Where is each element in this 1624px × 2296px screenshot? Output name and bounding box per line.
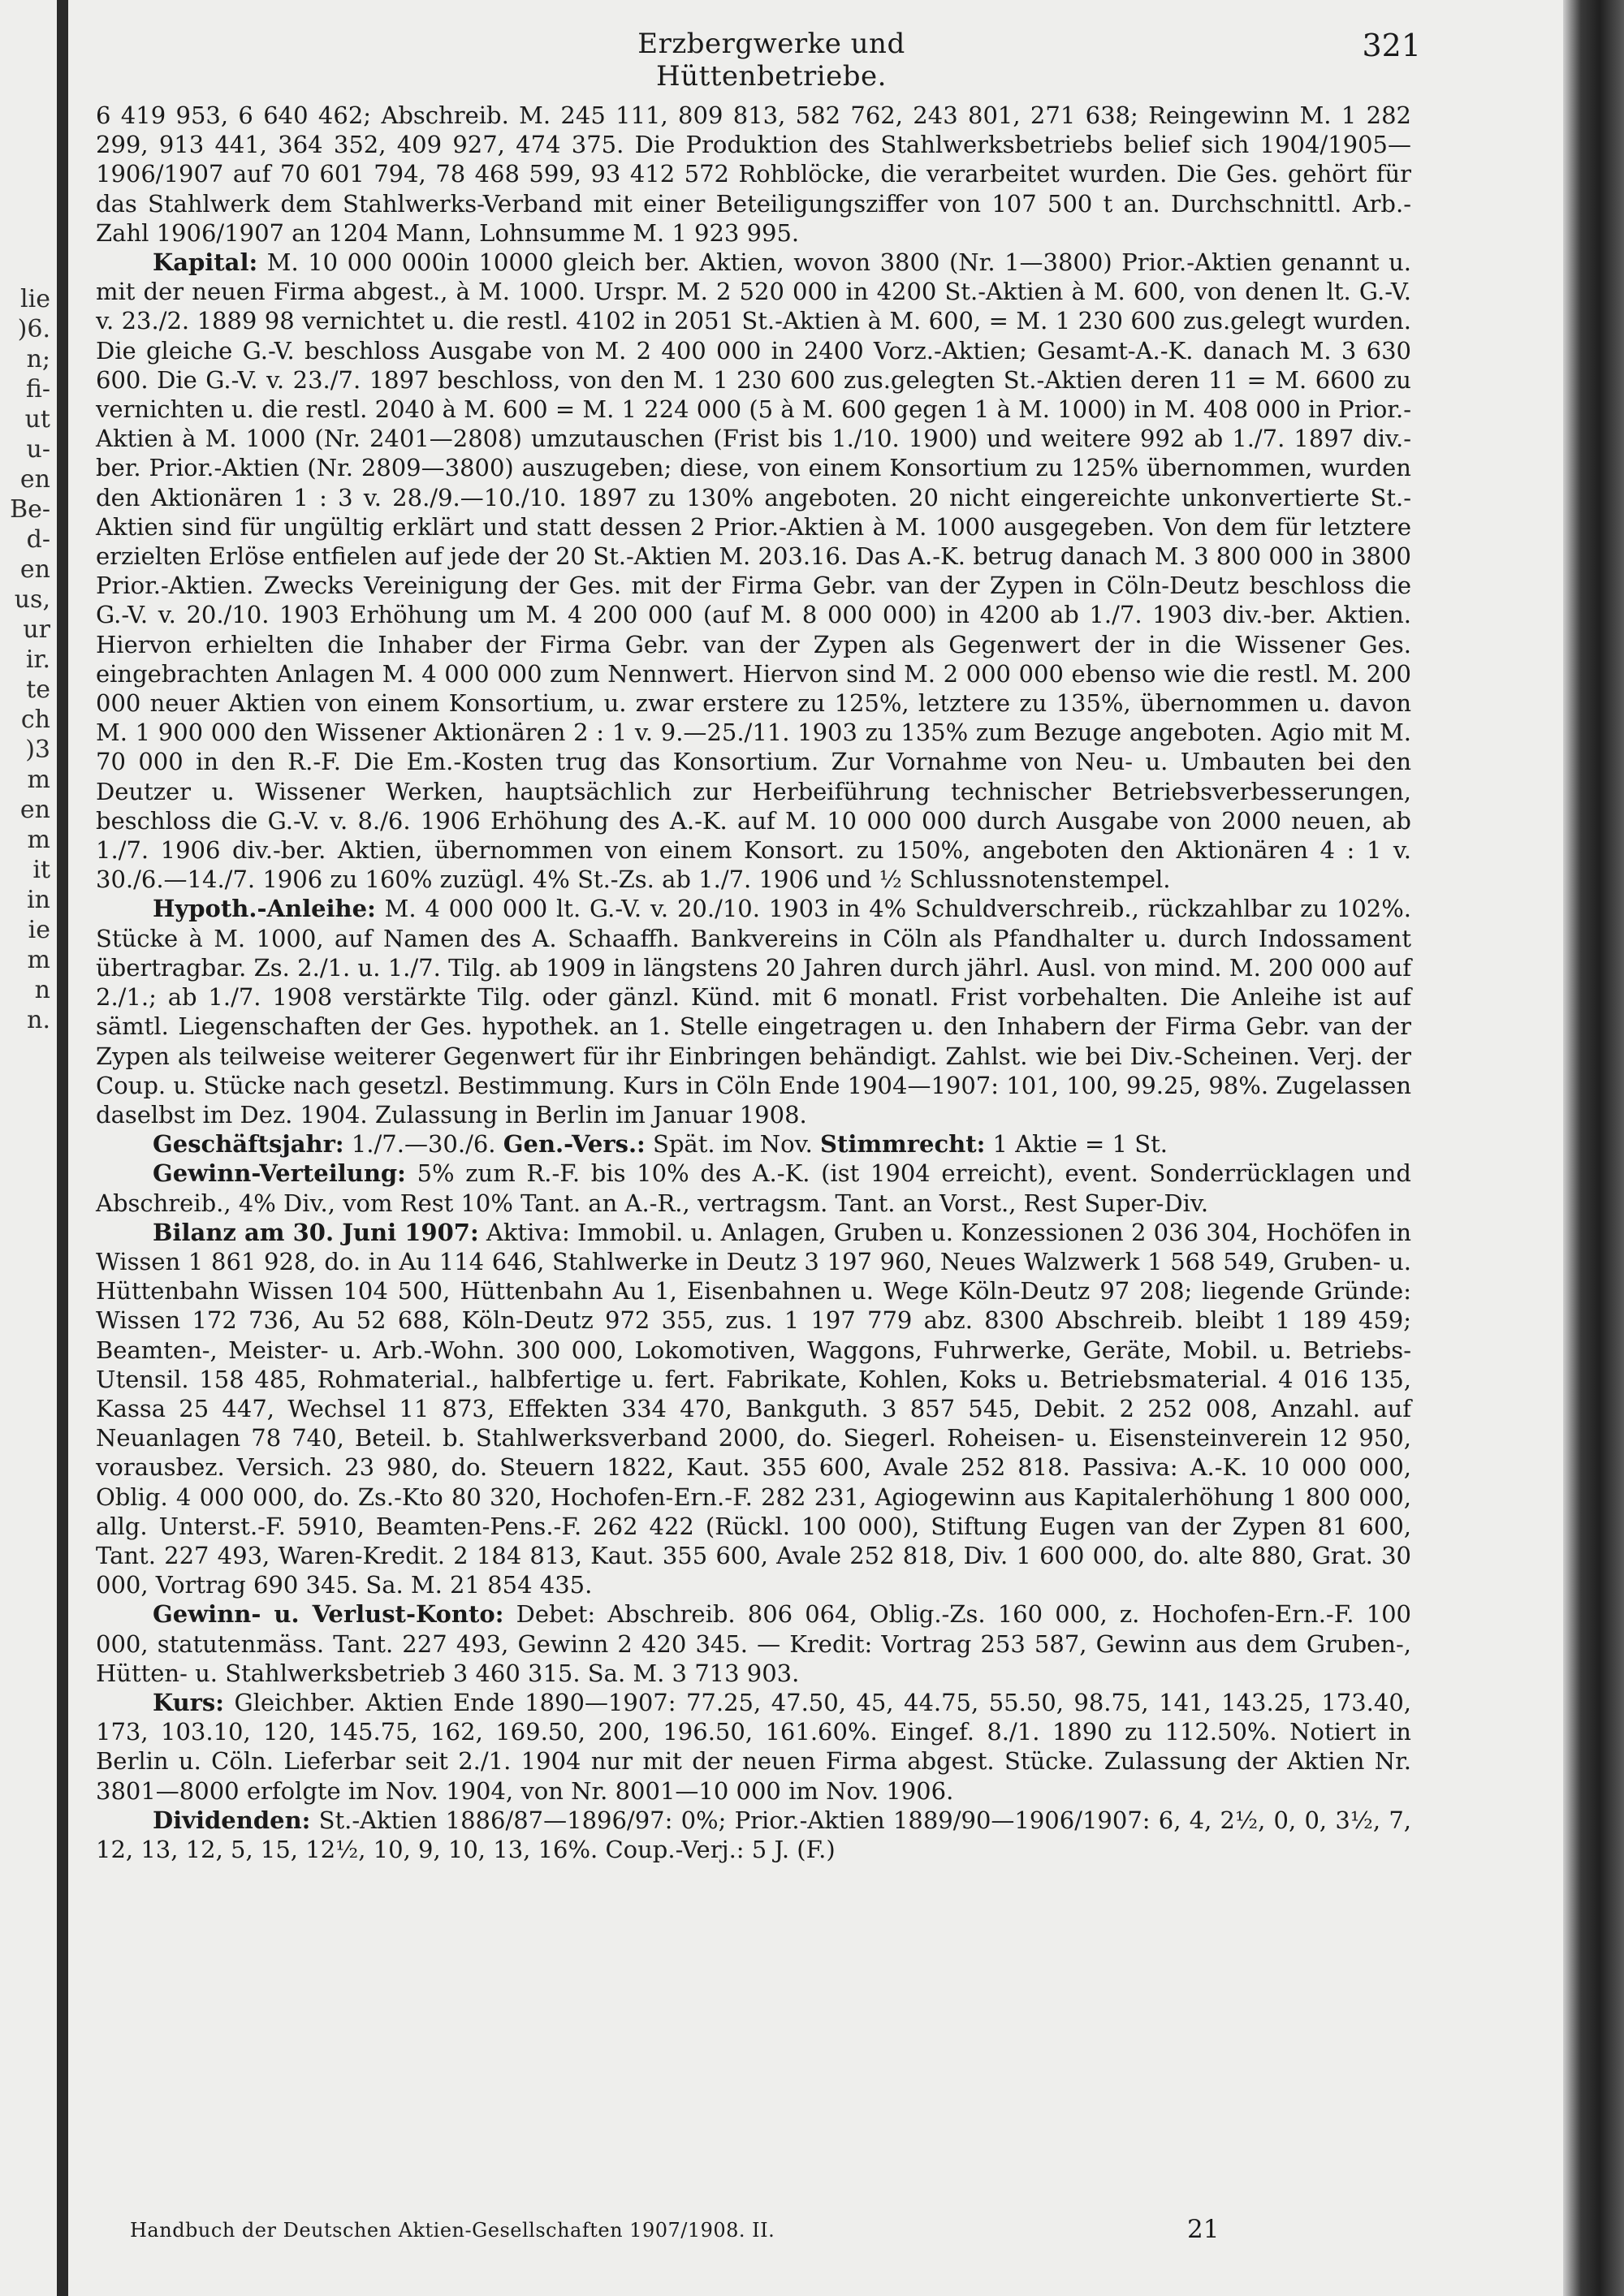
section-label: Gewinn- u. Verlust-Konto: (153, 1600, 504, 1629)
margin-fragment: n. (27, 1006, 50, 1034)
section-geschaeftsjahr (96, 1129, 1411, 1159)
margin-fragment: )3 (25, 736, 50, 764)
section-hypothek-anleihe (96, 894, 1411, 1129)
left-binding-shadow (57, 0, 68, 2296)
running-head: Erzbergwerke und Hüttenbetriebe. (637, 28, 905, 93)
paragraph-text: St.-Aktien 1886/87—1896/97: 0%; Prior.-Aktien 1889/90—1906/1907: 6, 4, 2½, 0, 0, 3½, 7, 12, 13, 12, 5, 15, 12½, 10, 9, 10, 13, 16%. Coup.-Verj.: 5 J. (F.) (96, 1806, 1412, 1863)
intro-paragraph (96, 101, 1411, 248)
section-gewinn-verteilung (96, 1159, 1411, 1217)
section-label: Bilanz am 30. Juni 1907: (153, 1218, 479, 1246)
section-kapital (96, 248, 1411, 894)
margin-fragment: ut (24, 405, 50, 434)
section-label: Gewinn-Verteilung: (153, 1159, 406, 1188)
paragraph-text: 6 419 953, 6 640 462; Abschreib. M. 245 111, 809 813, 582 762, 243 801, 271 638; Reingewinn M. 1 282 299, 913 441, 364 352, 409 927, 474 375. Die Produktion des Stahlwerksbetriebs belief sich 1904/1905—1906/1907 auf 70 601 794, 78 468 599, 93 412 572 Rohblöcke, die verarbeitet wurden. Die Ges. gehört für das Stahlwerk dem Stahlwerks-Verband mit einer Beteiligungsziffer von 107 500 t an. Durchschnittl. Arb.-Zahl 1906/1907 an 1204 Mann, Lohnsumme M. 1 923 995. (96, 101, 1411, 247)
paragraph-text: 1./7.—30./6. (351, 1130, 496, 1159)
section-label: Geschäftsjahr: (153, 1130, 344, 1159)
page-number: 321 (1362, 28, 1421, 63)
paragraph-text: 5% zum R.-F. bis 10% des A.-K. (ist 1904 erreicht), event. Sonderrücklagen und Abschreib., 4% Div., vom Rest 10% Tant. an A.-R., vertragsm. Tant. an Vorst., Rest Super-Div. (96, 1159, 1411, 1217)
margin-fragment: n (34, 976, 50, 1004)
section-label: Gen.-Vers.: (503, 1130, 646, 1159)
paragraph-text: Gleichber. Aktien Ende 1890—1907: 77.25, 47.50, 45, 44.75, 55.50, 98.75, 141, 143.25, 173.40, 173, 103.10, 120, 145.75, 162, 169.50, 200, 196.50, 161.60%. Eingef. 8./1. 1890 zu 112.50%. Notiert in Berlin u. Cöln. Lieferbar seit 2./1. 1904 nur mit der neuen Firma abgest. Stücke. Zulassung der Aktien Nr. 3801—8000 erfolgte im Nov. 1904, von Nr. 8001—10 000 im Nov. 1906. (96, 1688, 1412, 1805)
margin-fragment: d- (26, 525, 50, 554)
margin-fragment: ie (28, 916, 50, 944)
paragraph-text: Aktiva: Immobil. u. Anlagen, Gruben u. Konzessionen 2 036 304, Hochöfen in Wissen 1 861 928, do. in Au 114 646, Stahlwerke in Deutz 3 197 960, Neues Walzwerk 1 568 549, Gruben- u. Hüttenbahn Wissen 104 500, Hüttenbahn Au 1, Eisenbahnen u. Wege Köln-Deutz 97 208; liegende Gründe: Wissen 172 736, Au 52 688, Köln-Deutz 972 355, zus. 1 197 779 abz. 8300 Abschreib. bleibt 1 189 459; Beamten-, Meister- u. Arb.-Wohn. 300 000, Lokomotiven, Waggons, Fuhrwerke, Geräte, Mobil. u. Betriebs-Utensil. 158 485, Rohmaterial., halbfertige u. fert. Fabrikate, Kohlen, Koks u. Betriebsmaterial. 4 016 135, Kassa 25 447, Wechsel 11 873, Effekten 334 470, Bankguth. 3 857 545, Debit. 2 252 008, Anzahl. auf Neuanlagen 78 740, Beteil. b. Stahlwerksverband 2000, do. Siegerl. Roheisen- u. Eisensteinverein 12 950, vorausbez. Versich. 23 980, do. Steuern 1822, Kaut. 355 600, Avale 252 818. Passiva: A.-K. 10 000 000, Oblig. 4 000 000, do. Zs.-Kto 80 320, Hochofen-Ern.-F. 282 231, Agiogewinn aus Kapitalerhöhung 1 800 000, allg. Unterst.-F. 5910, Beamten-Pens.-F. 262 422 (Rückl. 100 000), Stiftung Eugen van der Zypen 81 600, Tant. 227 493, Waren-Kredit. 2 184 813, Kaut. 355 600, Avale 252 818, Div. 1 600 000, do. alte 880, Grat. 30 000, Vortrag 690 345. Sa. M. 21 854 435. (96, 1218, 1411, 1599)
section-label: Hypoth.-Anleihe: (153, 895, 376, 923)
previous-page-margin-text (0, 284, 50, 1035)
margin-fragment: it (32, 856, 50, 884)
margin-fragment: m (27, 946, 50, 974)
section-dividenden (96, 1806, 1411, 1864)
margin-fragment: m (27, 826, 50, 854)
paragraph-text: Spät. im Nov. (652, 1130, 813, 1159)
margin-fragment: n; (26, 345, 50, 373)
margin-fragment: u- (26, 435, 50, 464)
right-binding-shadow (1563, 0, 1624, 2296)
margin-fragment: )6. (17, 315, 50, 343)
footer-signature: 21 (1187, 2215, 1220, 2244)
section-bilanz (96, 1218, 1411, 1600)
section-kurs (96, 1688, 1411, 1806)
footer-source: Handbuch der Deutschen Aktien-Gesellschaften 1907/1908. II. (130, 2219, 775, 2242)
margin-fragment: in (27, 886, 50, 914)
section-label: Dividenden: (153, 1806, 311, 1834)
page-body (96, 101, 1411, 1864)
paragraph-text: M. 10 000 000in 10000 gleich ber. Aktien, wovon 3800 (Nr. 1—3800) Prior.-Aktien genannt u. mit der neuen Firma abgest., à M. 1000. Urspr. M. 2 520 000 in 4200 St.-Aktien à M. 600, von denen lt. G.-V. v. 23./2. 1889 98 vernichtet u. die restl. 4102 in 2051 St.-Aktien à M. 600, = M. 1 230 600 zus.gelegt wurden. Die gleiche G.-V. beschloss Ausgabe von M. 2 400 000 in 2400 Vorz.-Aktien; Gesamt-A.-K. danach M. 3 630 600. Die G.-V. v. 23./7. 1897 beschloss, von den M. 1 230 600 zus.gelegten St.-Aktien deren 11 = M. 6600 zu vernichten u. die restl. 2040 à M. 600 = M. 1 224 000 (5 à M. 600 gegen 1 à M. 1000) in M. 408 000 in Prior.-Aktien à M. 1000 (Nr. 2401—2808) umzutauschen (Frist bis 1./10. 1900) und weitere 992 ab 1./7. 1897 div.-ber. Prior.-Aktien (Nr. 2809—3800) auszugeben; diese, von einem Konsortium zu 125% übernommen, wurden den Aktionären 1 : 3 v. 28./9.—10./10. 1897 zu 130% angeboten. 20 nicht eingereichte unkonvertierte St.-Aktien sind für ungültig erklärt und statt dessen 2 Prior.-Aktien à M. 1000 ausgegeben. Von dem für letztere erzielten Erlöse entfielen auf jede der 20 St.-Aktien M. 203.16. Das A.-K. betrug danach M. 3 800 000 in 3800 Prior.-Aktien. Zwecks Vereinigung der Ges. mit der Firma Gebr. van der Zypen in Cöln-Deutz beschloss die G.-V. v. 20./10. 1903 Erhöhung um M. 4 200 000 (auf M. 8 000 000) in 4200 ab 1./7. 1903 div.-ber. Aktien. Hiervon erhielten die Inhaber der Firma Gebr. van der Zypen als Gegenwert der in die Wissener Ges. eingebrachten Anlagen M. 4 000 000 zum Nennwert. Hiervon sind M. 2 000 000 ebenso wie die restl. M. 200 000 neuer Aktien von einem Konsortium, u. zwar erstere zu 125%, letztere zu 135%, übernommen u. davon M. 1 900 000 den Wissener Aktionären 2 : 1 v. 9.—25./11. 1903 zu 135% zum Bezuge angeboten. Agio mit M. 70 000 in den R.-F. Die Em.-Kosten trug das Konsortium. Zur Vornahme von Neu- u. Umbauten bei den Deutzer u. Wissener Werken, hauptsächlich zur Herbeiführung technischer Betriebsverbesserungen, beschloss die G.-V. v. 8./6. 1906 Erhöhung des A.-K. auf M. 10 000 000 durch Ausgabe von 2000 neuen, ab 1./7. 1906 div.-ber. Aktien, übernommen von einem Konsort. zu 150%, angeboten den Aktionären 4 : 1 v. 30./6.—14./7. 1906 zu 160% zuzügl. 4% St.-Zs. ab 1./7. 1906 und ½ Schlussnotenstempel. (96, 248, 1411, 894)
paragraph-text: M. 4 000 000 lt. G.-V. v. 20./10. 1903 in 4% Schuldverschreib., rückzahlbar zu 102%. Stücke à M. 1000, auf Namen des A. Schaaffh. Bankvereins in Cöln als Pfandhalter u. durch Indossament übertragbar. Zs. 2./1. u. 1./7. Tilg. ab 1909 in längstens 20 Jahren durch jährl. Ausl. von mind. M. 200 000 auf 2./1.; ab 1./7. 1908 verstärkte Tilg. oder gänzl. Künd. mit 6 monatl. Frist vorbehalten. Die Anleihe ist auf sämtl. Liegenschaften der Ges. hypothek. an 1. Stelle eingetragen u. den Inhabern der Firma Gebr. van der Zypen als teilweise weiterer Gegenwert für ihr Einbringen behändigt. Zahlst. wie bei Div.-Scheinen. Verj. der Coup. u. Stücke nach gesetzl. Bestimmung. Kurs in Cöln Ende 1904—1907: 101, 100, 99.25, 98%. Zugelassen daselbst im Dez. 1904. Zulassung in Berlin im Januar 1908. (96, 895, 1412, 1129)
margin-fragment: us, (14, 585, 50, 614)
margin-fragment: fi- (25, 375, 50, 404)
margin-fragment: ir. (25, 645, 50, 674)
margin-fragment: lie (20, 285, 50, 313)
margin-fragment: Be- (10, 495, 50, 524)
margin-fragment: en (19, 555, 50, 584)
paragraph-text: 1 Aktie = 1 St. (992, 1130, 1168, 1159)
margin-fragment: m (27, 766, 50, 794)
margin-fragment: en (19, 796, 50, 824)
margin-fragment: en (19, 465, 50, 494)
section-gewinn-verlust-konto (96, 1599, 1411, 1688)
margin-fragment: te (26, 675, 50, 704)
section-label: Stimmrecht: (820, 1130, 986, 1159)
margin-fragment: ch (20, 706, 50, 734)
paragraph-text: Debet: Abschreib. 806 064, Oblig.-Zs. 160 000, z. Hochofen-Ern.-F. 100 000, statutenmäss. Tant. 227 493, Gewinn 2 420 345. — Kredit: Vortrag 253 587, Gewinn aus dem Gruben-, Hütten- u. Stahlwerksbetrieb 3 460 315. Sa. M. 3 713 903. (96, 1600, 1411, 1687)
margin-fragment: ur (23, 615, 50, 644)
section-label: Kapital: (153, 248, 258, 277)
section-label: Kurs: (153, 1688, 224, 1716)
